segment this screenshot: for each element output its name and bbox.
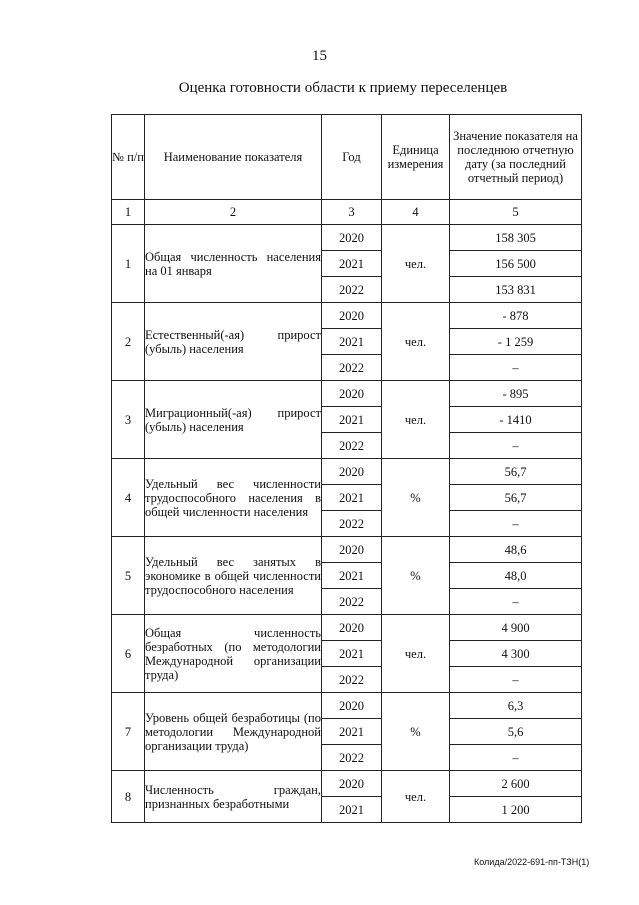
header-year: Год bbox=[322, 115, 382, 200]
year-cell: 2022 bbox=[322, 667, 382, 693]
unit-cell: чел. bbox=[382, 381, 450, 459]
year-cell: 2021 bbox=[322, 329, 382, 355]
indicator-name: Миграционный(-ая) прирост (убыль) населения bbox=[145, 381, 322, 459]
value-cell: – bbox=[450, 433, 582, 459]
indicator-name: Удельный вес занятых в экономике в общей численности трудоспособного населения bbox=[145, 537, 322, 615]
table-row bbox=[112, 303, 582, 329]
indicators-table bbox=[111, 114, 582, 823]
year-cell: 2022 bbox=[322, 355, 382, 381]
value-cell: 2 600 bbox=[450, 771, 582, 797]
row-number: 6 bbox=[112, 615, 145, 693]
year-cell: 2022 bbox=[322, 433, 382, 459]
year-cell: 2020 bbox=[322, 771, 382, 797]
value-cell: – bbox=[450, 511, 582, 537]
value-cell: – bbox=[450, 667, 582, 693]
unit-cell: чел. bbox=[382, 225, 450, 303]
value-cell: – bbox=[450, 745, 582, 771]
row-number: 7 bbox=[112, 693, 145, 771]
table-row bbox=[112, 771, 582, 797]
year-cell: 2021 bbox=[322, 563, 382, 589]
value-cell: 48,0 bbox=[450, 563, 582, 589]
table-row bbox=[112, 693, 582, 719]
header-num: № п/п bbox=[112, 115, 145, 200]
column-number: 5 bbox=[450, 200, 582, 225]
value-cell: 153 831 bbox=[450, 277, 582, 303]
document-code: Колида/2022-691-пп-ТЗН(1) bbox=[474, 857, 590, 867]
value-cell: 158 305 bbox=[450, 225, 582, 251]
table-header-row bbox=[112, 115, 582, 200]
page-number: 15 bbox=[312, 48, 327, 64]
unit-cell: % bbox=[382, 693, 450, 771]
value-cell: 6,3 bbox=[450, 693, 582, 719]
indicator-name: Уровень общей безработицы (по методологии Международной организации труда) bbox=[145, 693, 322, 771]
year-cell: 2022 bbox=[322, 511, 382, 537]
year-cell: 2022 bbox=[322, 745, 382, 771]
year-cell: 2021 bbox=[322, 719, 382, 745]
value-cell: 4 300 bbox=[450, 641, 582, 667]
year-cell: 2020 bbox=[322, 225, 382, 251]
column-number: 3 bbox=[322, 200, 382, 225]
value-cell: - 1410 bbox=[450, 407, 582, 433]
year-cell: 2020 bbox=[322, 459, 382, 485]
row-number: 1 bbox=[112, 225, 145, 303]
year-cell: 2021 bbox=[322, 251, 382, 277]
column-number: 4 bbox=[382, 200, 450, 225]
year-cell: 2020 bbox=[322, 381, 382, 407]
table-row bbox=[112, 537, 582, 563]
page-title: Оценка готовности области к приему переселенцев bbox=[178, 80, 508, 96]
unit-cell: чел. bbox=[382, 615, 450, 693]
unit-cell: чел. bbox=[382, 303, 450, 381]
year-cell: 2021 bbox=[322, 485, 382, 511]
value-cell: 1 200 bbox=[450, 797, 582, 823]
value-cell: – bbox=[450, 589, 582, 615]
year-cell: 2021 bbox=[322, 641, 382, 667]
value-cell: 56,7 bbox=[450, 485, 582, 511]
indicator-name: Численность граждан, признанных безработными bbox=[145, 771, 322, 823]
column-number-row bbox=[112, 200, 582, 225]
indicator-name: Удельный вес численности трудоспособного населения в общей численности населения bbox=[145, 459, 322, 537]
value-cell: 4 900 bbox=[450, 615, 582, 641]
year-cell: 2021 bbox=[322, 797, 382, 823]
header-unit: Единица измерения bbox=[382, 115, 450, 200]
year-cell: 2020 bbox=[322, 537, 382, 563]
unit-cell: % bbox=[382, 459, 450, 537]
indicator-name: Общая численность населения на 01 января bbox=[145, 225, 322, 303]
year-cell: 2022 bbox=[322, 277, 382, 303]
year-cell: 2021 bbox=[322, 407, 382, 433]
unit-cell: чел. bbox=[382, 771, 450, 823]
value-cell: 56,7 bbox=[450, 459, 582, 485]
indicator-name: Общая численность безработных (по методологии Международной организации труда) bbox=[145, 615, 322, 693]
table-row bbox=[112, 225, 582, 251]
value-cell: - 1 259 bbox=[450, 329, 582, 355]
value-cell: 156 500 bbox=[450, 251, 582, 277]
table-row bbox=[112, 459, 582, 485]
row-number: 4 bbox=[112, 459, 145, 537]
value-cell: – bbox=[450, 355, 582, 381]
column-number: 1 bbox=[112, 200, 145, 225]
year-cell: 2020 bbox=[322, 693, 382, 719]
table-row bbox=[112, 615, 582, 641]
unit-cell: % bbox=[382, 537, 450, 615]
value-cell: 5,6 bbox=[450, 719, 582, 745]
indicator-name: Естественный(-ая) прирост (убыль) населения bbox=[145, 303, 322, 381]
header-value: Значение показателя на последнюю отчетную дату (за последний отчетный период) bbox=[450, 115, 582, 200]
value-cell: - 895 bbox=[450, 381, 582, 407]
year-cell: 2020 bbox=[322, 303, 382, 329]
row-number: 2 bbox=[112, 303, 145, 381]
value-cell: 48,6 bbox=[450, 537, 582, 563]
row-number: 8 bbox=[112, 771, 145, 823]
value-cell: - 878 bbox=[450, 303, 582, 329]
column-number: 2 bbox=[145, 200, 322, 225]
row-number: 5 bbox=[112, 537, 145, 615]
table-row bbox=[112, 381, 582, 407]
header-name: Наименование показателя bbox=[145, 115, 322, 200]
year-cell: 2022 bbox=[322, 589, 382, 615]
row-number: 3 bbox=[112, 381, 145, 459]
year-cell: 2020 bbox=[322, 615, 382, 641]
